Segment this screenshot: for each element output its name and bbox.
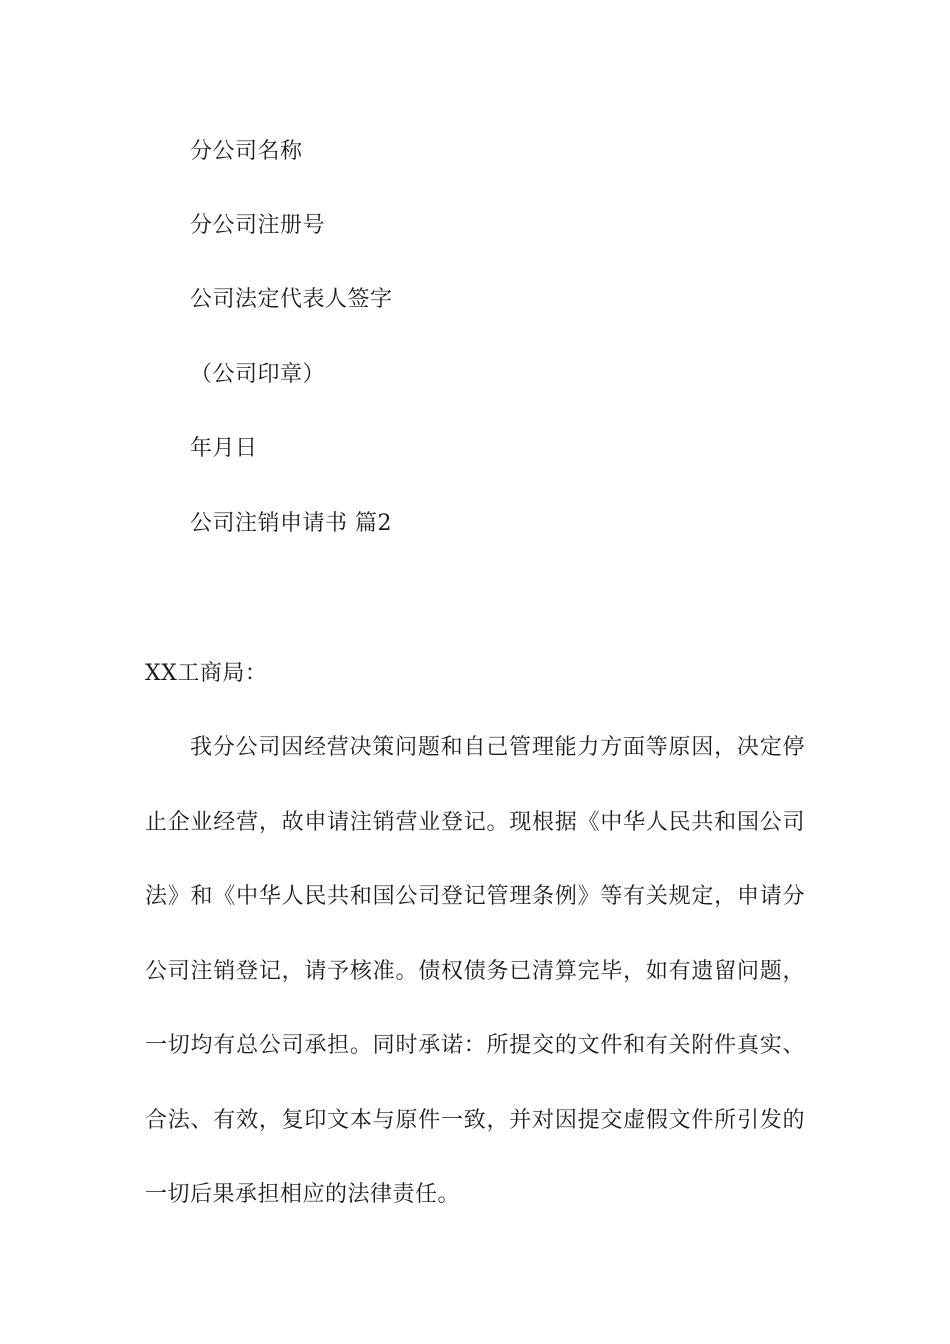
section-title: 公司注销申请书 篇2 [190, 511, 392, 536]
legal-rep-signature-label: 公司法定代表人签字 [190, 287, 393, 312]
letter-body-line: 我分公司因经营决策问题和自己管理能力方面等原因，决定停 [190, 735, 805, 760]
letter-body-line: 一切均有总公司承担。同时承诺：所提交的文件和有关附件真实、 [145, 1033, 805, 1058]
date-label: 年月日 [190, 436, 258, 461]
letter-body-line: 止企业经营，故申请注销营业登记。现根据《中华人民共和国公司 [145, 810, 805, 835]
letter-body-line: 合法、有效，复印文本与原件一致，并对因提交虚假文件所引发的 [145, 1108, 805, 1133]
letter-body-line: 法》和《中华人民共和国公司登记管理条例》等有关规定，申请分 [145, 884, 805, 909]
letter-addressee: XX工商局： [145, 661, 268, 686]
letter-body-line: 公司注销登记，请予核准。债权债务已清算完毕，如有遗留问题， [145, 959, 805, 984]
company-seal-label: （公司印章） [190, 362, 326, 387]
letter-body-line: 一切后果承担相应的法律责任。 [145, 1182, 461, 1207]
branch-name-label: 分公司名称 [190, 139, 303, 164]
branch-reg-no-label: 分公司注册号 [190, 213, 326, 238]
